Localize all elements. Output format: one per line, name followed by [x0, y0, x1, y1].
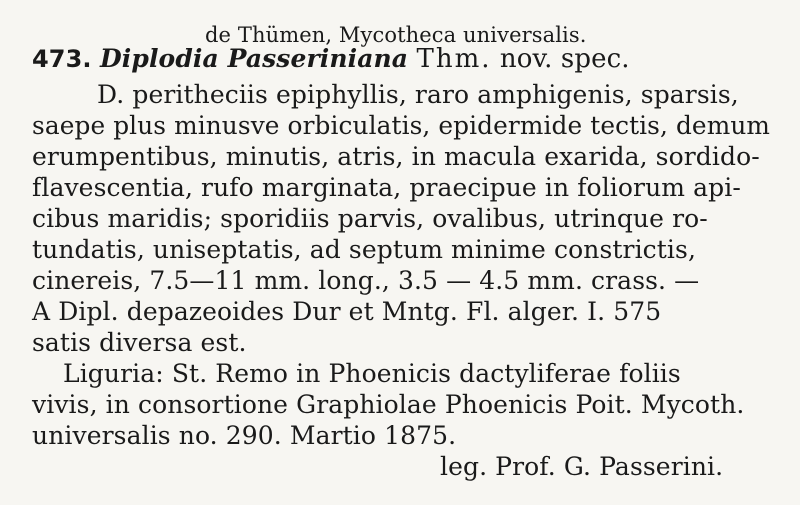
description-line: satis diversa est. [32, 328, 247, 357]
species-status: nov. spec. [499, 44, 630, 74]
description-line: A Dipl. depazeoides Dur et Mntg. Fl. alger. I. 575 [32, 297, 662, 326]
description-line: saepe plus minusve orbiculatis, epidermide tectis, demum [32, 111, 771, 140]
locality-line: Liguria: St. Remo in Phoenicis dactyliferae foliis [63, 359, 681, 388]
description-line: cinereis, 7.5—11 mm. long., 3.5 — 4.5 mm. crass. — [32, 266, 700, 295]
species-name: Diplodia Passeriniana [100, 44, 409, 73]
description-line: flavescentia, rufo marginata, praecipue in foliorum api- [32, 173, 741, 202]
entry-title [32, 44, 630, 74]
collector-credit: leg. Prof. G. Passerini. [440, 452, 724, 481]
species-author: Thm. [416, 44, 492, 74]
series-header: de Thümen, Mycotheca universalis. [205, 23, 587, 47]
description-line: tundatis, uniseptatis, ad septum minime constrictis, [32, 235, 696, 264]
locality-line: vivis, in consortione Graphiolae Phoenicis Poit. Mycoth. [32, 390, 745, 419]
entry-number: 473. [32, 45, 92, 73]
description-line: D. peritheciis epiphyllis, raro amphigenis, sparsis, [97, 80, 739, 109]
description-line: erumpentibus, minutis, atris, in macula exarida, sordido- [32, 142, 760, 171]
locality-line: universalis no. 290. Martio 1875. [32, 421, 457, 450]
description-line: cibus maridis; sporidiis parvis, ovalibus, utrinque ro- [32, 204, 708, 233]
